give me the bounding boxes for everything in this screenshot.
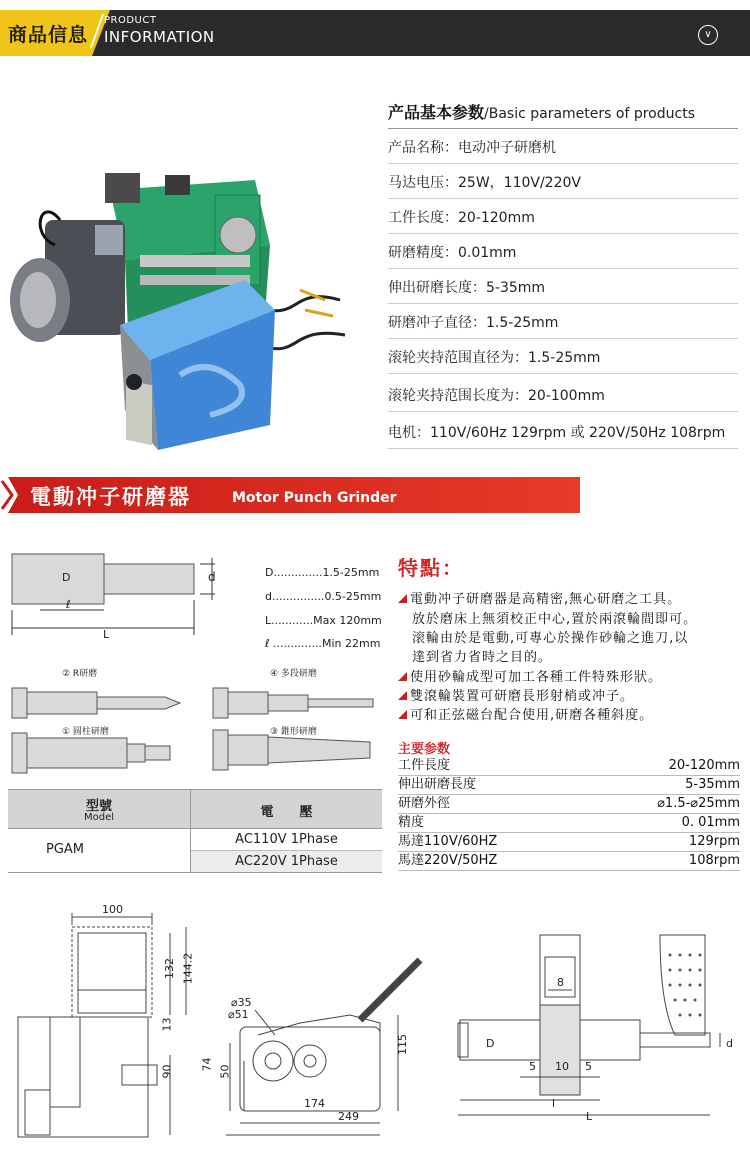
banner-title-cn: 電動冲子研磨器 [30,485,191,509]
header-title-en-bottom: INFORMATION [104,28,215,46]
table-header-voltage: 電 壓 [260,805,313,820]
table-header-model-en: Model [83,812,115,823]
dim-L: L............Max 120mm [265,614,382,627]
drawing-dim: 115 [396,1034,409,1055]
dim-l: ℓ ..............Min 22mm [265,637,381,650]
table-voltage: AC220V 1Phase [235,854,338,869]
table-voltage: AC110V 1Phase [235,832,338,847]
drawing-dim: 144.2 [181,952,195,985]
drawing-dim: 13 [160,1017,174,1032]
feature-item: 電動冲子研磨器是高精密,無心研磨之工具。 [398,588,681,607]
main-param-row: 精度 0. 01mm [398,814,740,833]
drawing-dim: 174 [304,1097,325,1110]
feature-item: 雙滾輪裝置可研磨長形射梢或冲子。 [398,685,634,704]
drawing-dim: d [726,1037,733,1050]
param-row: 研磨精度：0.01mm [388,245,517,261]
grind-type-r: ② R研磨 [62,669,98,679]
param-row: 产品名称：电动冲子研磨机 [388,140,556,156]
drawing-dim: 132 [163,958,176,979]
feature-item: 使用砂輪成型可加工各種工件特殊形狀。 [398,666,662,685]
param-row: 研磨冲子直径：1.5-25mm [388,315,559,331]
banner-title-en: Motor Punch Grinder [232,490,397,506]
header-title-cn: 商品信息 [8,24,89,46]
feature-item-cont: 達到省力省時之目的。 [412,650,553,665]
drawing-dim: ⌀35 [231,996,252,1009]
param-row: 马达电压：25W，110V/220V [388,175,581,191]
drawing-dim: ⌀51 [228,1008,249,1021]
param-row: 伸出研磨长度：5-35mm [388,280,546,296]
dim-label-d: d [208,570,216,584]
drawing-dim: 249 [338,1110,359,1123]
dim-label-L: L [103,628,110,641]
param-row: 电机：110V/60Hz 129rpm 或 220V/50Hz 108rpm [388,425,726,441]
section-header [0,0,750,70]
feature-item-cont: 放於磨床上無須校正中心,置於兩滾輪間即可。 [412,612,698,627]
drawing-dim: 74 [200,1057,214,1072]
drawing-dim: 90 [160,1064,174,1079]
main-params-title: 主要参数 [398,742,451,757]
table-model: PGAM [46,842,85,857]
product-photo [0,95,385,455]
header-title-en-top: PRODUCT [104,15,157,26]
param-row: 工件长度：20-120mm [388,210,535,226]
grind-type-multistep: ④ 多段研磨 [270,669,317,679]
main-param-row: 馬達110V/60HZ 129rpm [398,833,740,852]
drawing-dim: 5 [529,1060,536,1073]
drawing-dim: 5 [585,1060,592,1073]
dim-label-D: D [62,571,71,584]
technical-drawings [0,895,750,1165]
main-param-row: 馬達220V/50HZ 108rpm [398,852,740,871]
features-title: 特點： [398,556,464,580]
grind-type-cylinder: ① 圆柱研磨 [62,727,109,737]
drawing-dim: 8 [557,976,564,989]
main-param-row: 研磨外徑 ⌀1.5-⌀25mm [398,795,740,814]
main-param-row: 工件長度 20-120mm [398,757,740,776]
feature-item-cont: 滚輪由於是電動,可專心於操作砂輪之進刀,以 [412,631,689,646]
main-param-row: 伸出研磨長度 5-35mm [398,776,740,795]
drawing-dim: 100 [102,903,123,916]
params-title: 产品基本参数/Basic parameters of products [388,103,695,122]
feature-item: 可和正弦磁台配合使用,研磨各種斜度。 [398,704,653,723]
dim-D: D..............1.5-25mm [265,566,380,579]
dim-label-l: ℓ [66,598,71,611]
param-row: 滚轮夹持范围直径为：1.5-25mm [388,350,601,366]
dim-d: d...............0.5-25mm [265,590,382,603]
param-row: 滚轮夹持范围长度为：20-100mm [388,388,605,404]
drawing-dim: 50 [218,1064,232,1079]
drawing-dim: L [586,1110,593,1123]
model-table [8,789,382,873]
table-header-model-cn: 型號 [85,799,112,814]
grind-type-taper: ③ 錐形研磨 [270,727,317,737]
drawing-dim: l [552,1097,556,1110]
drawing-dim: D [486,1037,495,1050]
chevron-down-circle-icon[interactable]: ∨ [698,25,718,45]
drawing-dim: 10 [555,1060,569,1073]
